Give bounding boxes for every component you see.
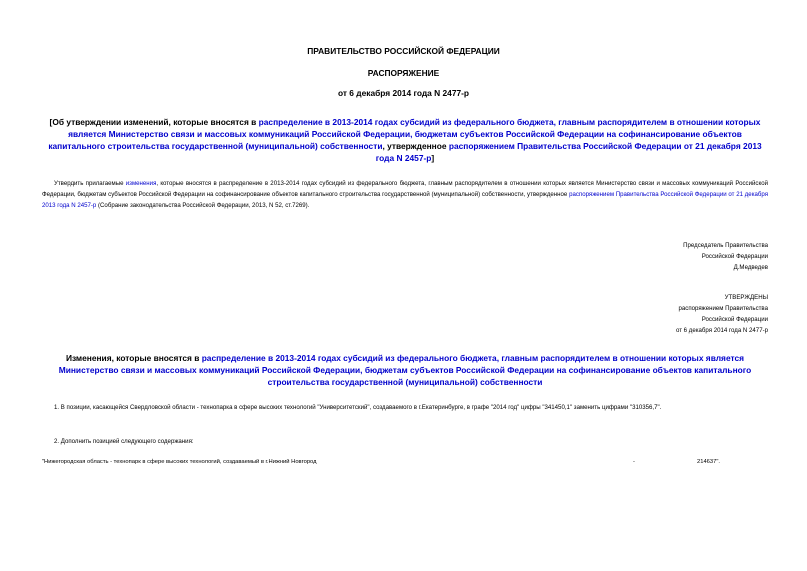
intro-text-3: (Собрание законодательства Российской Федерации, 2013, N 52, ст.7269). xyxy=(96,202,310,209)
document-date-number: от 6 декабря 2014 года N 2477-р xyxy=(337,88,470,98)
intro-paragraph xyxy=(42,178,768,211)
signature-block xyxy=(683,240,768,273)
signature-line-1: Председатель Правительства xyxy=(683,242,768,249)
changes-heading-link[interactable]: распределение в 2013-2014 годах субсидий из федерального бюджета, главным распорядителем в отношении которых является Министерство связи и массовых коммуникаций Российской Федерации, бюджетам субъектов Российской Федерации на софинансирование объектов капитального строительства государственной (муниципальной) собственности xyxy=(58,353,752,387)
title-link-distribution[interactable]: распределение в 2013-2014 годах субсидий из федерального бюджета, главным распорядителем в отношении которых является Министерство связи и массовых коммуникаций Российской Федерации, бюджетам субъектов Российской Федерации на софинансирование объектов капитального строительства государственной (муниципальной) собственности xyxy=(48,117,761,151)
approval-line-1: УТВЕРЖДЕНЫ xyxy=(724,294,768,301)
change-item-2: 2. Дополнить позицией следующего содержания: xyxy=(54,438,194,445)
title-prefix: [Об утверждении изменений, которые вносятся в xyxy=(49,117,259,127)
title-middle: , утвержденное xyxy=(382,141,449,151)
table-row xyxy=(0,459,807,471)
approval-line-2: распоряжением Правительства xyxy=(678,305,768,312)
changes-heading xyxy=(42,352,768,388)
title-link-decree[interactable]: распоряжением Правительства Российской Федерации от 21 декабря 2013 года N 2457-р xyxy=(375,141,762,163)
signature-line-2: Российской Федерации xyxy=(701,253,768,260)
approval-block xyxy=(676,292,768,336)
title-suffix: ] xyxy=(431,153,435,163)
intro-link-changes[interactable]: изменения xyxy=(125,180,157,187)
document-title xyxy=(42,116,768,164)
signature-line-3: Д.Медведев xyxy=(733,264,768,271)
table-cell-2013: - xyxy=(633,459,635,465)
approval-line-3: Российской Федерации xyxy=(701,316,768,323)
intro-link-decree[interactable]: распоряжением Правительства Российской Федерации от 21 декабря 2013 года N 2457-р xyxy=(42,191,768,209)
changes-heading-prefix: Изменения, которые вносятся в xyxy=(65,353,202,363)
table-cell-name: "Нижегородская область - технопарк в сфере высоких технологий, создаваемый в г.Нижний Новгород xyxy=(42,459,317,465)
document-type: РАСПОРЯЖЕНИЕ xyxy=(367,68,440,78)
table-cell-2014: 214637". xyxy=(697,459,721,465)
intro-text-1: Утвердить прилагаемые xyxy=(54,180,126,187)
intro-text-2: , которые вносятся в распределение в 2013-2014 годах субсидий из федерального бюджета, главным распорядителем в отношении которых является Министерство связи и массовых коммуникаций Российской Федерации, бюджетам субъектов Российской Федерации на софинансирование объектов капитального строительства государственной (муниципальной) собственности, утвержденное xyxy=(42,180,768,198)
approval-line-4: от 6 декабря 2014 года N 2477-р xyxy=(675,327,768,334)
change-item-1: 1. В позиции, касающейся Свердловской области - технопарка в сфере высоких технологий "Университетский", создаваемого в г.Екатеринбурге, в графе "2014 год" цифры "341450,1" заменить цифрами "310356,7". xyxy=(54,404,662,411)
organization-header: ПРАВИТЕЛЬСТВО РОССИЙСКОЙ ФЕДЕРАЦИИ xyxy=(307,46,500,56)
